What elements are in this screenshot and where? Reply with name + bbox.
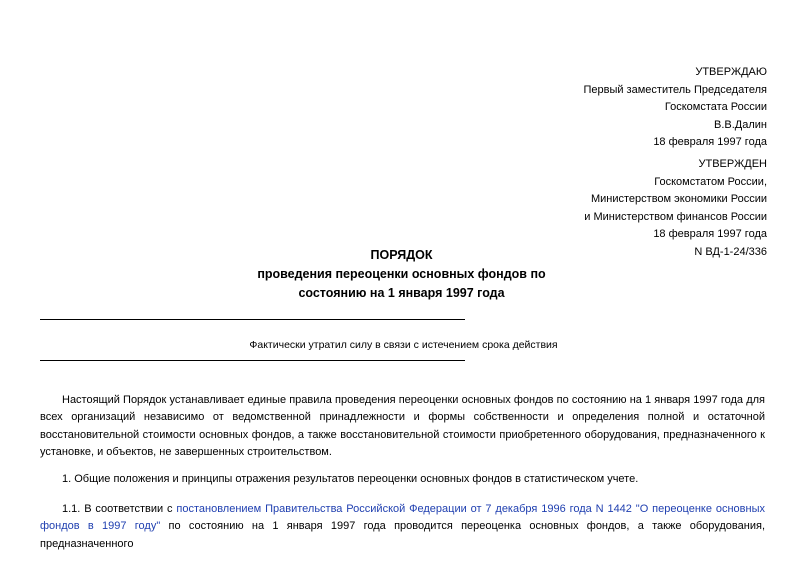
approval-heading: УТВЕРЖДАЮ bbox=[695, 66, 767, 78]
divider bbox=[40, 319, 465, 320]
decree-link[interactable]: постановлением Правительства Российской Федерации от 7 декабря 1996 года N 1442 "О переоценке основных фондов в 1997 году" bbox=[40, 503, 765, 533]
approval-line: В.В.Далин bbox=[714, 118, 767, 131]
paragraph-text: 1.1. В соответствии с bbox=[62, 503, 177, 515]
approval-line: Министерством экономики России bbox=[590, 193, 767, 206]
title-line: проведения переоценки основных фондов по bbox=[257, 267, 546, 281]
section-text: 1. Общие положения и принципы отражения результатов переоценки основных фондов в статистическом учете. bbox=[62, 473, 639, 485]
approval-line: 18 февраля 1997 года bbox=[653, 136, 767, 149]
section-heading-1 bbox=[40, 471, 765, 488]
approval-heading: УТВЕРЖДЕН bbox=[698, 158, 767, 170]
title-line: состоянию на 1 января 1997 года bbox=[298, 286, 505, 300]
status-note: Фактически утратил силу в связи с истечением срока действия bbox=[249, 339, 558, 351]
title-line: ПОРЯДОК bbox=[370, 248, 433, 262]
approval-block-director bbox=[583, 64, 767, 152]
intro-text: Настоящий Порядок устанавливает единые правила проведения переоценки основных фондов по состоянию на 1 января 1997 года для всех организаций независимо от ведомственной принадлежности и формы собственности и определения полной и остаточной восстановительной стоимости основных фондов, а также восстановительной стоимости приобретенного оборудования, предназначенного к установке, и объектов, не завершенных строительством. bbox=[40, 394, 765, 458]
document-title bbox=[0, 246, 807, 303]
document-number: N ВД-1-24/336 bbox=[694, 245, 767, 258]
paragraph-text: по состоянию на 1 января 1997 года проводится переоценка основных фондов, а также оборудования, предназначенного bbox=[40, 520, 765, 550]
approval-line: Первый заместитель Председателя bbox=[583, 83, 767, 96]
approval-line: Госкомстатом России, bbox=[654, 175, 767, 188]
approval-line: 18 февраля 1997 года bbox=[653, 228, 767, 241]
approval-line: и Министерством финансов России bbox=[584, 210, 767, 223]
divider bbox=[40, 360, 465, 361]
paragraph-1-1 bbox=[40, 501, 765, 553]
intro-paragraph bbox=[40, 392, 765, 461]
approval-line: Госкомстата России bbox=[664, 101, 767, 114]
